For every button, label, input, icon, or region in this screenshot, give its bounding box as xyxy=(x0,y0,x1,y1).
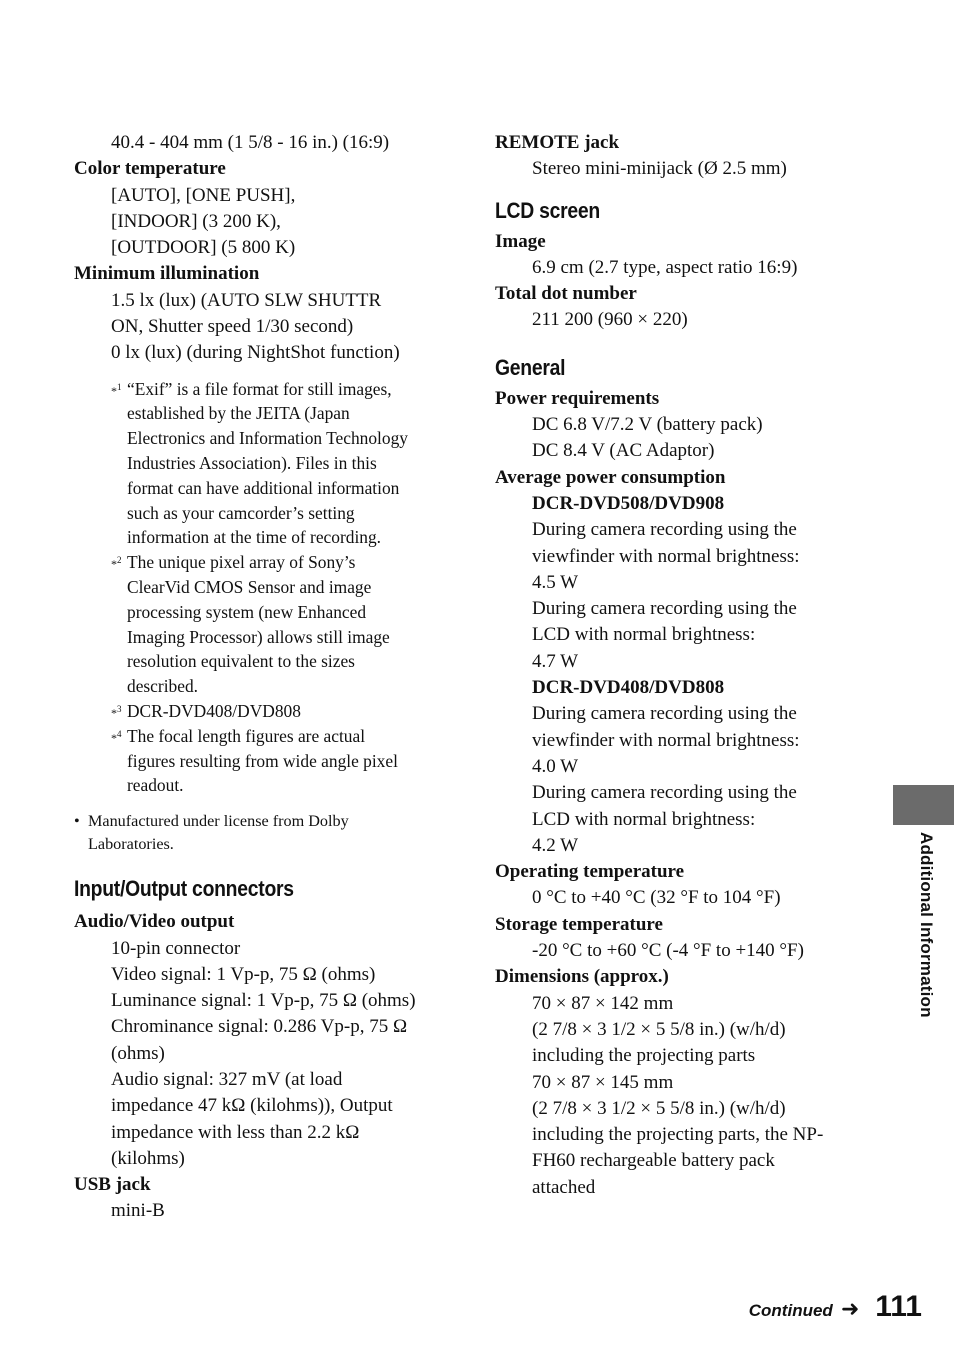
bullet-line: Laboratories. xyxy=(88,834,174,853)
footnote-marker: *$^3$ xyxy=(111,704,122,721)
min-illum-line: 0 lx (lux) (during NightShot function) xyxy=(111,342,400,364)
op-temp-label: Operating temperature xyxy=(495,861,685,883)
dims-line: including the projecting parts xyxy=(532,1045,756,1067)
power-line: DC 6.8 V/7.2 V (battery pack) xyxy=(532,414,763,436)
footnote-line: The focal length figures are actual xyxy=(127,725,366,746)
avg-line: 4.5 W xyxy=(532,571,579,593)
av-output-line: impedance 47 kΩ (kilohms)), Output xyxy=(111,1095,393,1117)
footnote-marker: *$^2$ xyxy=(111,555,122,572)
image-value: 6.9 cm (2.7 type, aspect ratio 16:9) xyxy=(532,256,798,278)
focal-length-cont: 40.4 - 404 mm (1 5/8 - 16 in.) (16:9) xyxy=(111,132,390,153)
arrow-right-icon: ➜ xyxy=(840,1296,860,1321)
color-temp-line: [INDOOR] (3 200 K), xyxy=(111,210,281,232)
avg-line: LCD with normal brightness: xyxy=(532,808,756,830)
general-heading: General xyxy=(495,354,566,380)
footnote-marker: *$^4$ xyxy=(111,728,122,745)
dims-line: FH60 rechargeable battery pack xyxy=(532,1150,775,1172)
footnote-line: readout. xyxy=(127,775,184,796)
footnote-line: format can have additional information xyxy=(127,477,400,498)
avg-line: 4.2 W xyxy=(532,834,579,856)
st-temp-label: Storage temperature xyxy=(495,913,663,935)
footnote-line: established by the JEITA (Japan xyxy=(127,403,350,424)
avg-line: During camera recording using the xyxy=(532,519,797,541)
footnote-line: Imaging Processor) allows still image xyxy=(127,626,390,647)
color-temp-line: [OUTDOOR] (5 800 K) xyxy=(111,237,296,259)
bullet-icon: • xyxy=(74,812,80,831)
st-temp-value: -20 °C to +60 °C (-4 °F to +140 °F) xyxy=(532,940,804,962)
power-line: DC 8.4 V (AC Adaptor) xyxy=(532,440,715,462)
av-output-line: Audio signal: 327 mV (at load xyxy=(111,1069,343,1090)
footnote-1 xyxy=(111,377,454,551)
section-tab-label: Additional Information xyxy=(917,832,936,1018)
power-label: Power requirements xyxy=(495,387,660,409)
usb-value: mini-B xyxy=(111,1200,165,1222)
av-output-line: Chrominance signal: 0.286 Vp-p, 75 Ω xyxy=(111,1016,408,1038)
footnote-marker: *$^1$ xyxy=(111,381,122,398)
footnote-line: “Exif” is a file format for still images, xyxy=(127,378,392,399)
io-heading: Input/Output connectors xyxy=(74,876,294,902)
avg-line: viewfinder with normal brightness: xyxy=(532,545,800,567)
dims-line: attached xyxy=(532,1176,596,1198)
model-a-label: DCR-DVD508/DVD908 xyxy=(532,492,725,514)
footnote-line: resolution equivalent to the sizes xyxy=(127,651,355,672)
footnotes xyxy=(74,377,454,799)
footnote-line: described. xyxy=(127,676,198,697)
av-output-line: (ohms) xyxy=(111,1042,165,1064)
dims-line: 70 × 87 × 145 mm xyxy=(532,1071,674,1093)
remote-value: Stereo mini-minijack (Ø 2.5 mm) xyxy=(532,158,787,180)
avg-line: 4.7 W xyxy=(532,650,579,672)
footnote-line: Industries Association). Files in this xyxy=(127,453,377,474)
dots-value: 211 200 (960 × 220) xyxy=(532,309,688,331)
footnote-3 xyxy=(111,699,454,724)
min-illum-line: ON, Shutter speed 1/30 second) xyxy=(111,316,354,338)
left-column xyxy=(74,130,454,1225)
min-illum-label: Minimum illumination xyxy=(74,263,260,285)
avg-line: During camera recording using the xyxy=(532,703,797,725)
lcd-heading: LCD screen xyxy=(495,197,600,223)
dims-line: (2 7/8 × 3 1/2 × 5 5/8 in.) (w/h/d) xyxy=(532,1097,786,1119)
avg-line: LCD with normal brightness: xyxy=(532,624,756,646)
page-footer xyxy=(749,1290,922,1324)
bullet-line: Manufactured under license from Dolby xyxy=(88,812,349,831)
avg-line: viewfinder with normal brightness: xyxy=(532,729,800,751)
av-output-line: Video signal: 1 Vp-p, 75 Ω (ohms) xyxy=(111,963,376,985)
footnote-2 xyxy=(111,550,454,699)
page-number: 111 xyxy=(875,1290,922,1323)
usb-label: USB jack xyxy=(74,1174,151,1196)
dots-label: Total dot number xyxy=(495,283,637,305)
avg-power-label: Average power consumption xyxy=(495,466,726,488)
right-column xyxy=(495,130,865,1201)
remote-label: REMOTE jack xyxy=(495,132,620,153)
av-output-label: Audio/Video output xyxy=(74,911,235,933)
av-output-line: 10-pin connector xyxy=(111,937,241,959)
dims-line: 70 × 87 × 142 mm xyxy=(532,992,674,1014)
footnote-line: figures resulting from wide angle pixel xyxy=(127,750,398,771)
footnote-line: The unique pixel array of Sony’s xyxy=(127,552,356,573)
footnote-line: information at the time of recording. xyxy=(127,527,382,548)
section-tab xyxy=(893,785,954,825)
footnote-4 xyxy=(111,724,454,798)
image-label: Image xyxy=(495,230,546,252)
color-temp-line: [AUTO], [ONE PUSH], xyxy=(111,184,296,206)
dolby-note xyxy=(74,810,454,855)
footnote-line: Electronics and Information Technology xyxy=(127,428,408,449)
dims-label: Dimensions (approx.) xyxy=(495,966,669,988)
av-output-line: Luminance signal: 1 Vp-p, 75 Ω (ohms) xyxy=(111,990,416,1012)
footnote-line: ClearVid CMOS Sensor and image xyxy=(127,577,372,598)
av-output-line: impedance with less than 2.2 kΩ xyxy=(111,1121,360,1143)
continued-label: Continued xyxy=(748,1301,833,1320)
min-illum-line: 1.5 lx (lux) (AUTO SLW SHUTTR xyxy=(111,289,382,311)
dims-line: including the projecting parts, the NP- xyxy=(532,1124,824,1146)
op-temp-value: 0 °C to +40 °C (32 °F to 104 °F) xyxy=(532,887,781,909)
color-temp-label: Color temperature xyxy=(74,158,226,180)
footnote-line: processing system (new Enhanced xyxy=(127,601,367,622)
avg-line: 4.0 W xyxy=(532,755,579,777)
avg-line: During camera recording using the xyxy=(532,782,797,804)
footnote-line: DCR-DVD408/DVD808 xyxy=(127,701,301,722)
dims-line: (2 7/8 × 3 1/2 × 5 5/8 in.) (w/h/d) xyxy=(532,1018,786,1040)
av-output-line: (kilohms) xyxy=(111,1147,185,1169)
avg-line: During camera recording using the xyxy=(532,598,797,620)
model-b-label: DCR-DVD408/DVD808 xyxy=(532,677,725,699)
footnote-line: such as your camcorder’s setting xyxy=(127,502,355,523)
